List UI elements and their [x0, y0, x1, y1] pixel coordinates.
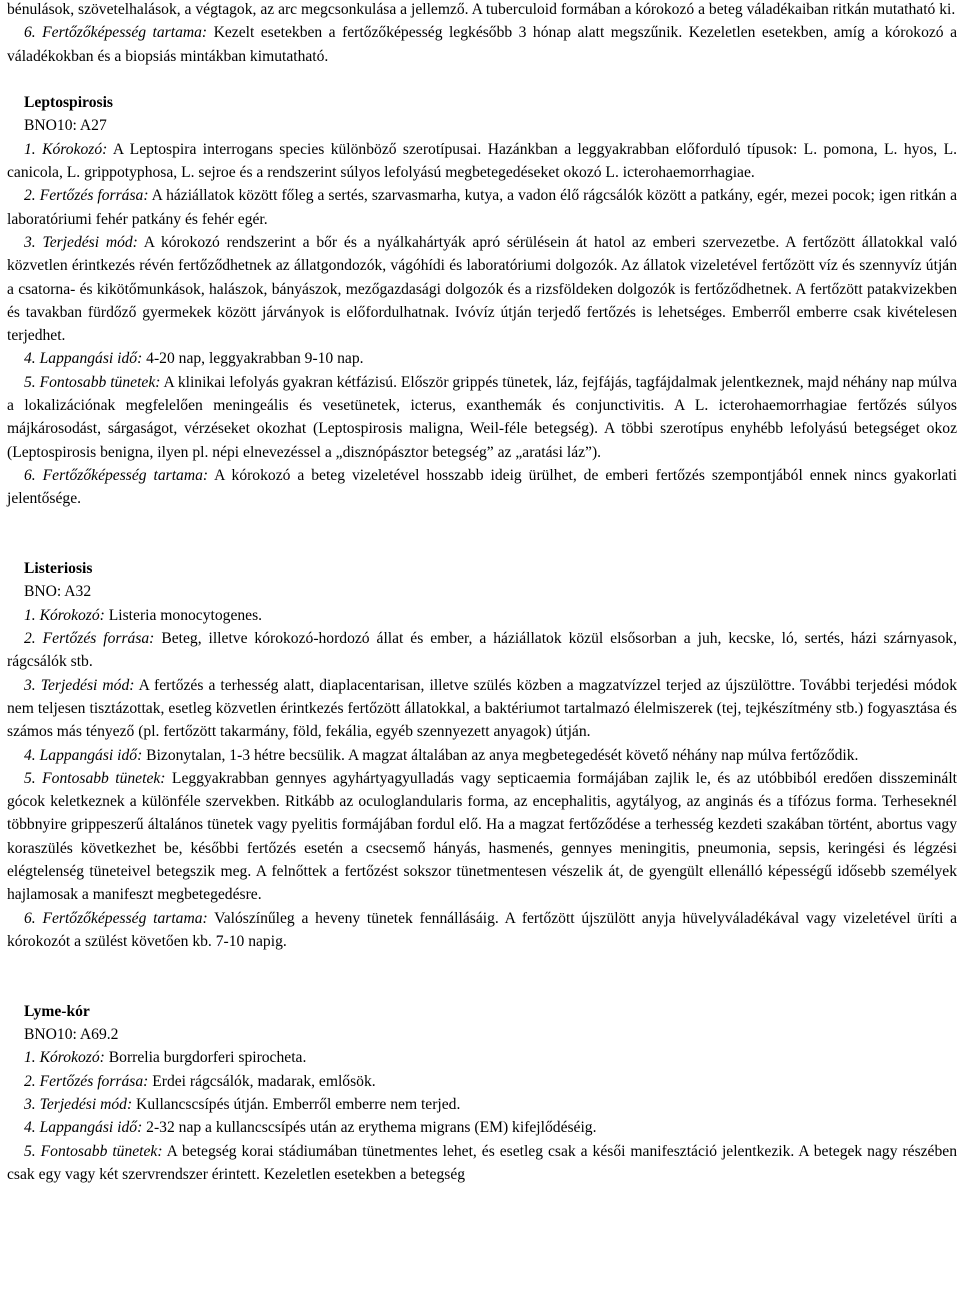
item-text: Valószínűleg a heveny tünetek fennállásáig. A fertőzött újszülött anyja hüvelyváladékával vagy vizeletével üríti a kórokozót a szülést követően kb. 7-10 napig.	[7, 909, 957, 950]
item-text: Erdei rágcsálók, madarak, emlősök.	[148, 1072, 376, 1090]
item-text: A Leptospira interrogans species különböző szerotípusai. Hazánkban a leggyakrabban előforduló típusok: L. pomona, L. hyos, L. canicola, L. grippotyphosa, L. sejroe és a rendszerint súlyos lefolyású megbetegedéseket okozó L. icterohaemorrhagiae.	[7, 140, 958, 182]
item-label: 1. Kórokozó:	[24, 1049, 105, 1067]
section-title: Leptospirosis	[24, 94, 113, 112]
item-label: 6. Fertőzőképesség tartama:	[24, 466, 209, 484]
item-text: 4-20 nap, leggyakrabban 9-10 nap.	[142, 350, 364, 368]
item-lappangasi-ido	[7, 347, 957, 370]
item-fontosabb-tunetek	[7, 767, 957, 907]
item-terjedesi-mod	[7, 1093, 957, 1116]
item-fertozes-forrasa	[7, 627, 957, 674]
item-text: Borrelia burgdorferi spirocheta.	[104, 1049, 307, 1067]
item-terjedesi-mod	[7, 231, 957, 347]
item-text: A betegség korai stádiumában tünetmentes lehet, és esetleg csak a késői manifesztáció jelentkezik. A betegek nagy részében csak egy vagy két szervrendszer érintett. Kezeletlen esetekben a betegség	[7, 1142, 957, 1183]
item-label: 4. Lappangási idő:	[24, 350, 143, 368]
item-text: A kórokozó a beteg vizeletével hosszabb ideig ürülhet, de emberi fertőzés szempontjából ennek nincs gyakorlati jelentősége.	[7, 466, 958, 508]
item-fontosabb-tunetek	[7, 371, 957, 464]
item-label: 4. Lappangási idő:	[24, 1119, 143, 1137]
item-fertozokepesseg-tartama	[7, 464, 957, 511]
item-label: 1. Kórokozó:	[24, 606, 105, 624]
section-leptospirosis	[7, 91, 957, 510]
item-label: 3. Terjedési mód:	[24, 1095, 133, 1113]
item-lappangasi-ido	[7, 1116, 957, 1139]
item-text: 2-32 nap a kullancscsípés után az erythema migrans (EM) kifejlődéséig.	[142, 1119, 597, 1137]
item-label: 2. Fertőzés forrása:	[24, 1072, 149, 1090]
section-listeriosis	[7, 557, 957, 953]
intro-item-6	[7, 21, 957, 68]
bno-code: BNO10: A27	[24, 117, 107, 135]
item-label: 5. Fontosabb tünetek:	[24, 769, 166, 787]
item-text: Leggyakrabban gennyes agyhártyagyulladás vagy septicaemia formájában zajlik le, és az utóbbiból eredően disszeminált gócok keletkeznek a különféle szervekben. Ritkább az oculoglandularis forma, az encephalitis, agytályog, az anginás és a tífózus forma. Terheseknél többnyire grippeszerű általános tünetek vagy pyelitis formájában fordul elő. Ha a magzat fertőződése a terhesség kezdeti szakában történt, abortus vagy koraszülés következhet be, későbbi fertőzés esetén a csecsemő hányás, hasmenés, gennyes meningitis, pneumonia, sepsis, keringési és légzési elégtelenség tüneteivel betegszik meg. A felnőttek a fertőzést sokszor tünetmentesen vészelik át, de gyengült ellenálló képességű idősebb személyek hajlamosak a manifeszt megbetegedésre.	[7, 769, 957, 904]
item-label: 5. Fontosabb tünetek:	[24, 373, 161, 391]
item-label: 1. Kórokozó:	[24, 140, 108, 158]
item-label: 2. Fertőzés forrása:	[24, 187, 149, 205]
item-korokozo	[7, 1046, 957, 1069]
spacer	[7, 511, 957, 558]
item-text: Bizonytalan, 1-3 hétre becsülik. A magzat általában az anya megbetegedését követő néhány nap múlva fertőződik.	[142, 746, 859, 764]
item-label: 3. Terjedési mód:	[24, 676, 135, 694]
item-label: 6. Fertőzőképesség tartama:	[24, 909, 208, 927]
item-label: 3. Terjedési mód:	[24, 233, 138, 251]
item-text: A háziállatok között főleg a sertés, szarvasmarha, kutya, a vadon élő rágcsálók között a patkány, egér, mezei pocok; igen ritkán a laboratóriumi fehér patkány és fehér egér.	[7, 187, 957, 228]
item-label: 6. Fertőzőképesség tartama:	[24, 24, 208, 42]
item-text: Listeria monocytogenes.	[104, 606, 263, 624]
item-fontosabb-tunetek	[7, 1140, 957, 1187]
item-lappangasi-ido	[7, 744, 957, 767]
item-fertozokepesseg-tartama	[7, 907, 957, 954]
item-fertozes-forrasa	[7, 1070, 957, 1093]
item-terjedesi-mod	[7, 674, 957, 744]
item-label: 2. Fertőzés forrása:	[24, 630, 155, 648]
section-title: Listeriosis	[24, 560, 93, 578]
bno-code: BNO10: A69.2	[24, 1026, 119, 1044]
item-korokozo	[7, 604, 957, 627]
bno-code: BNO: A32	[24, 583, 92, 601]
item-text: Beteg, illetve kórokozó-hordozó állat és ember, a háziállatok közül elsősorban a juh, kecske, ló, sertés, házi szárnyasok, rágcsálók stb.	[7, 630, 957, 671]
item-korokozo	[7, 138, 957, 185]
item-fertozes-forrasa	[7, 184, 957, 231]
item-text: A fertőzés a terhesség alatt, diaplacentarisan, illetve szülés közben a magzatvízzel terjed az újszülöttre. További terjedési módok nem teljesen tisztázottak, esetleg közvetlen érintkezés fertőzött állatokkal, a baktériumot tartalmazó élelmiszerek (tej, tejkészítmény stb.) fogyasztása és számos más tényező (pl. fertőzött takarmány, föld, fekália, egyéb szennyezett anyagok) útján.	[7, 676, 957, 741]
intro-paragraph: bénulások, szövetelhalások, a végtagok, az arc megcsonkulása a jellemző. A tuberculoid formában a kórokozó a beteg váladékaiban ritkán mutatható ki.	[7, 1, 956, 18]
section-title: Lyme-kór	[24, 1002, 90, 1020]
item-text: Kezelt esetekben a fertőzőképesség legkésőbb 3 hónap alatt megszűnik. Kezeletlen esetekben, amíg a kórokozó a váladékokban és a biopsiás mintákban kimutatható.	[7, 24, 957, 65]
spacer	[7, 953, 957, 1000]
item-text: A klinikai lefolyás gyakran kétfázisú. Először grippés tünetek, láz, fejfájás, tagfájdalmak jelentkeznek, majd néhány nap múlva a lokalizációnak megfelelően meningeális és vesetünetek, icterus, exanthemák és conjunctivitis. A L. icterohaemorrhagiae fertőzés súlyos májkárosodást, sárgaságot, vérzéseket okozhat (Leptospirosis maligna, Weil-féle betegség). A többi szerotípus enyhébb lefolyású betegséget okoz (Leptospirosis benigna, ilyen pl. népi elnevezéssel a „disznópásztor betegség” az „aratási láz”).	[7, 373, 957, 461]
item-text: A kórokozó rendszerint a bőr és a nyálkahártyák apró sérülésein át hatol az emberi szervezetbe. A fertőzött állatokkal való közvetlen érintkezés révén fertőződhetnek az állatgondozók, vágóhídi és laboratóriumi dolgozók. Az állatok vizeletével fertőzött víz és szennyvíz útján a csatorna- és kikötőmunkások, halászok, bányászok, mezőgazdasági dolgozók és a rizsföldeken dolgozók is fertőződhetnek. A fertőzött patakvizekben és tavakban fürdőző gyermekek között járványok is előfordulhatnak. Ivóvíz útján terjedő fertőzés is lehetséges. Emberről emberre csak kivételesen terjedhet.	[7, 233, 958, 345]
item-label: 5. Fontosabb tünetek:	[24, 1142, 163, 1160]
document-page	[7, 0, 957, 1186]
item-text: Kullancscsípés útján. Emberről emberre nem terjed.	[132, 1095, 461, 1113]
item-label: 4. Lappangási idő:	[24, 746, 143, 764]
spacer	[7, 68, 957, 91]
section-lyme	[7, 1000, 957, 1186]
